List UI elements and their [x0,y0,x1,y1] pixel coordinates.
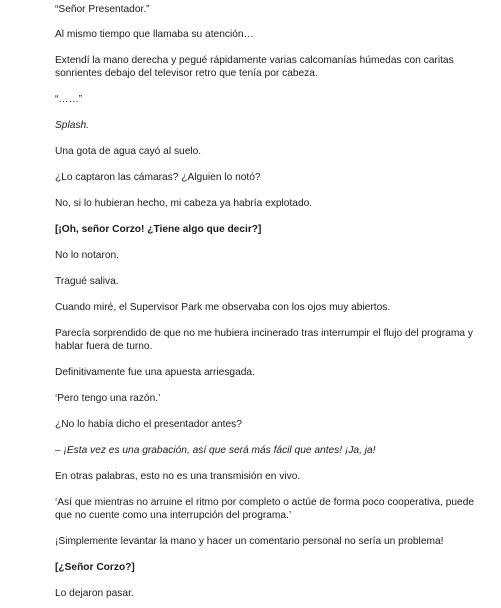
paragraph-11: Tragué saliva. [55,276,119,287]
paragraph-5: Splash. [55,120,89,131]
paragraph-4: “……” [55,94,83,105]
paragraph-13: Parecía sorprendido de que no me hubiera incinerado tras interrumpir el flujo del programa y hablar fuera de turno. [55,328,473,352]
paragraph-16: ¿No lo había dicho el presentador antes? [55,419,242,430]
paragraph-20: ¡Simplemente levantar la mano y hacer un comentario personal no sería un problema! [55,536,444,547]
paragraph-7: ¿Lo captaron las cámaras? ¿Alguien lo notó? [55,172,261,183]
paragraph-15: ‘Pero tengo una razón.’ [55,393,161,404]
paragraph-17: – ¡Esta vez es una grabación, así que será más fácil que antes! ¡Ja, ja! [55,445,376,456]
paragraph-8: No, si lo hubieran hecho, mi cabeza ya habría explotado. [55,198,313,209]
paragraph-6: Una gota de agua cayó al suelo. [55,146,202,157]
dialogue-box-1: [¡Oh, señor Corzo! ¿Tiene algo que decir?] [55,224,262,235]
paragraph-14: Definitivamente fue una apuesta arriesgada. [55,367,255,378]
dialogue-box-2: [¿Señor Corzo?] [55,562,135,573]
paragraph-22: Lo dejaron pasar. [55,588,134,599]
paragraph-3: Extendí la mano derecha y pegué rápidamente varias calcomanías húmedas con caritas sonrientes debajo del televisor retro que tenía por cabeza. [55,55,454,79]
paragraph-12: Cuando miré, el Supervisor Park me observaba con los ojos muy abiertos. [55,302,391,313]
paragraph-19: ‘Así que mientras no arruine el ritmo por completo o actúe de forma poco cooperativa, puede que no cuente como una interrupción del programa.’ [55,497,475,521]
paragraph-1: “Señor Presentador.” [55,4,150,15]
paragraph-10: No lo notaron. [55,250,119,261]
paragraph-18: En otras palabras, esto no es una transmisión en vivo. [55,471,301,482]
paragraph-2: Al mismo tiempo que llamaba su atención… [55,29,254,40]
